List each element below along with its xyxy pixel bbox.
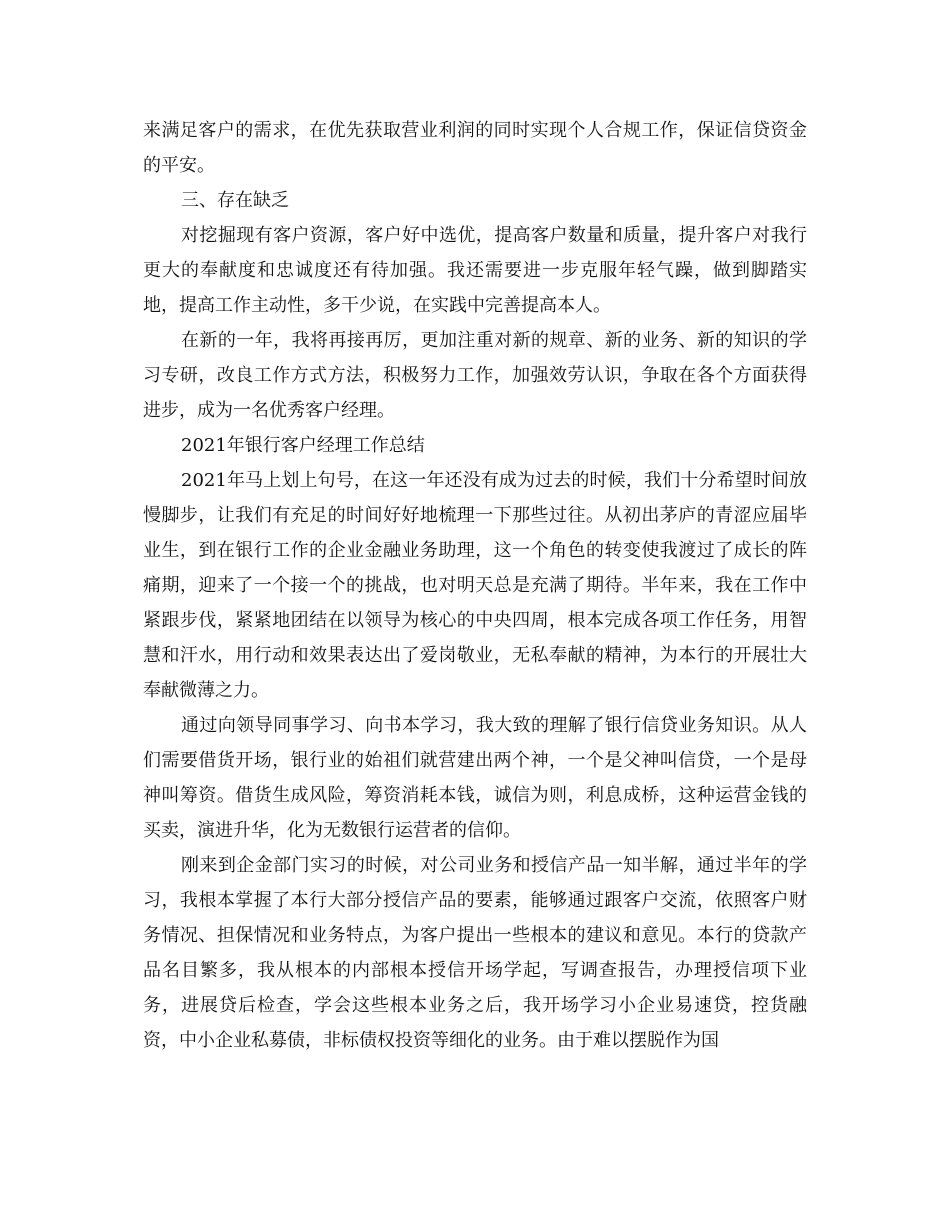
paragraph-shortcomings: 对挖掘现有客户资源，客户好中选优，提高客户数量和质量，提升客户对我行更大的奉献度和忠诚度还有待加强。我还需要进一步克服年轻气躁，做到脚踏实地，提高工作主动性，多干少说，在实践中完善提高本人。 (143, 225, 807, 316)
paragraph-new-year-plan: 在新的一年，我将再接再厉，更加注重对新的规章、新的业务、新的知识的学习专研，改良工作方式方法，积极努力工作，加强效劳认识，争取在各个方面获得进步，成为一名优秀客户经理。 (143, 330, 807, 421)
document-page (143, 113, 807, 1058)
paragraph-learning: 通过向领导同事学习、向书本学习，我大致的理解了银行信贷业务知识。从人们需要借货开场，银行业的始祖们就营建出两个神，一个是父神叫信贷，一个是母神叫筹资。借货生成风险，筹资消耗本钱，诚信为则，利息成桥，这种运营金钱的买卖，演进升华，化为无数银行运营者的信仰。 (143, 715, 807, 841)
paragraph-internship: 刚来到企金部门实习的时候，对公司业务和授信产品一知半解，通过半年的学习，我根本掌握了本行大部分授信产品的要素，能够通过跟客户交流，依照客户财务情况、担保情况和业务特点，为客户提出一些根本的建议和意见。本行的贷款产品名目繁多，我从根本的内部根本授信开场学起，写调查报告，办理授信项下业务，进展贷后检查，学会这些根本业务之后，我开场学习小企业易速贷，控货融资，中小企业私募债，非标债权投资等细化的业务。由于难以摆脱作为国 (143, 855, 807, 1051)
section-heading-shortcomings: 三、存在缺乏 (181, 190, 289, 211)
paragraph-continuation: 来满足客户的需求，在优先获取营业利润的同时实现个人合规工作，保证信贷资金的平安。 (143, 120, 807, 176)
document-title: 2021年银行客户经理工作总结 (181, 435, 425, 456)
paragraph-summary-intro: 2021年马上划上句号，在这一年还没有成为过去的时候，我们十分希望时间放慢脚步，让我们有充足的时间好好地梳理一下那些过往。从初出茅庐的青涩应届毕业生，到在银行工作的企业金融业务助理，这一个角色的转变使我渡过了成长的阵痛期，迎来了一个接一个的挑战，也对明天总是充满了期待。半年来，我在工作中紧跟步伐，紧紧地团结在以领导为核心的中央四周，根本完成各项工作任务，用智慧和汗水，用行动和效果表达出了爱岗敬业，无私奉献的精神，为本行的开展壮大奉献微薄之力。 (143, 470, 807, 701)
